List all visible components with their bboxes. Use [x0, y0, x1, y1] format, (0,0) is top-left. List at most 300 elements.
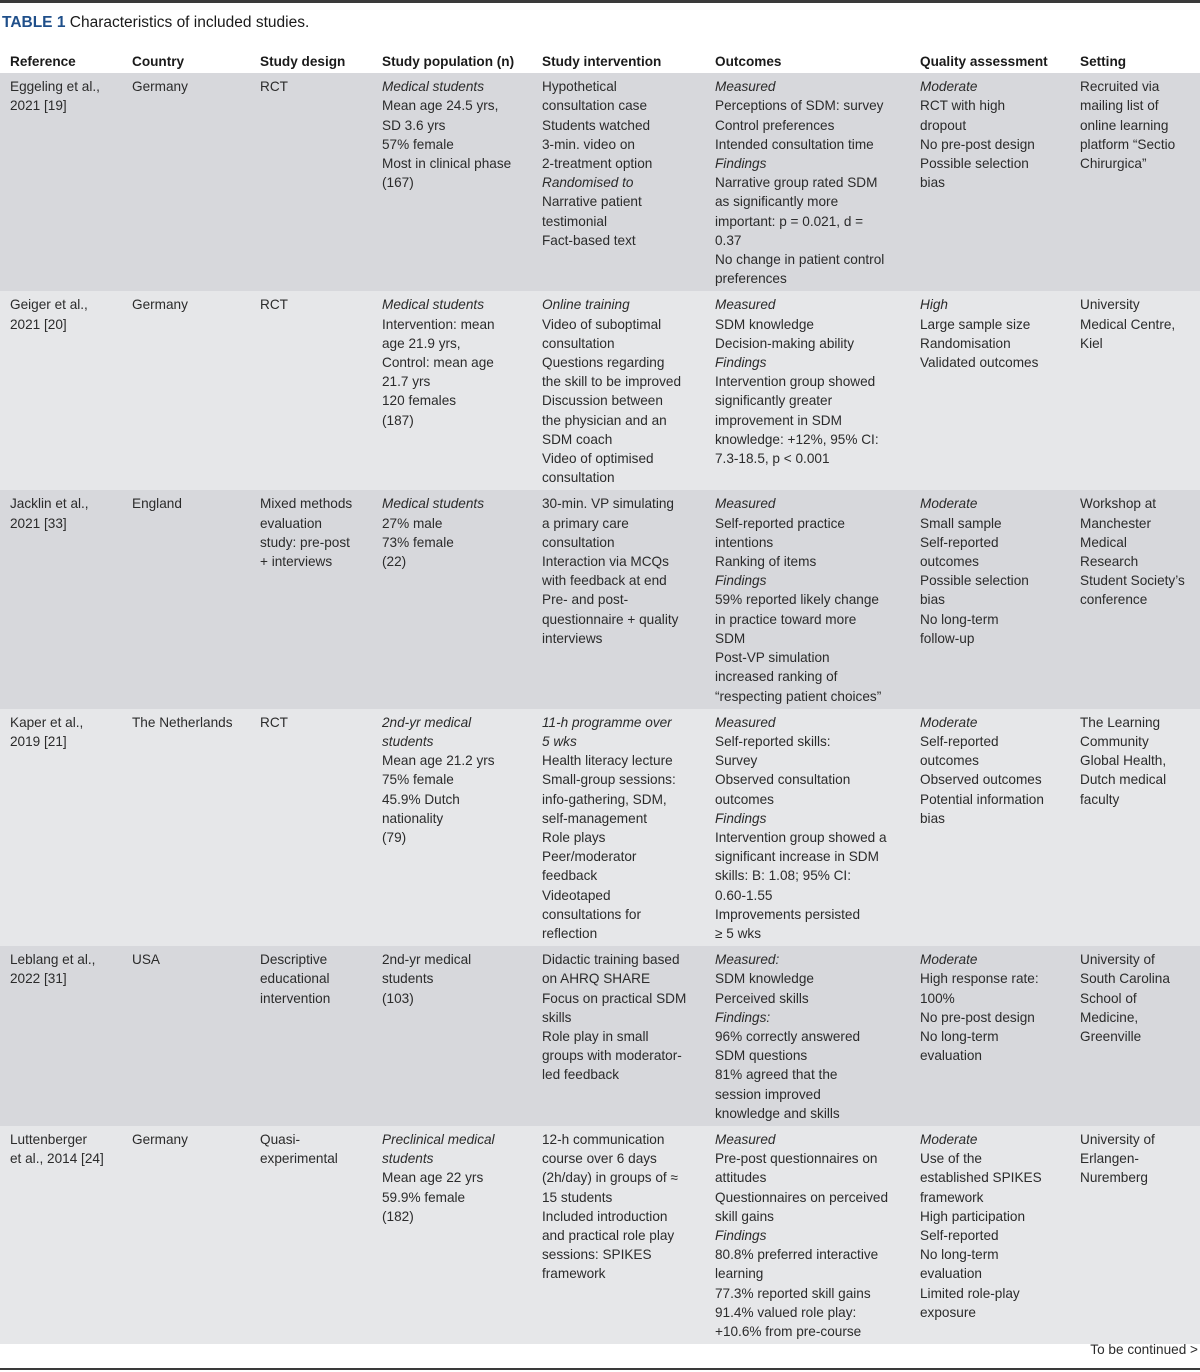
intervention-line: 2-treatment option — [542, 156, 653, 172]
outcomes-line: 96% correctly answered — [715, 1028, 861, 1044]
population-line: Medical students — [382, 79, 485, 95]
quality-line: No pre-post design — [920, 1009, 1035, 1025]
quality-line: High response rate: — [920, 971, 1039, 987]
quality-line: Observed outcomes — [920, 772, 1042, 788]
population-line: nationality — [382, 810, 444, 826]
population-line: SD 3.6 yrs — [382, 117, 446, 133]
setting-line: faculty — [1080, 791, 1120, 807]
outcomes-line: 81% agreed that the — [715, 1067, 838, 1083]
intervention-line: Videotaped — [542, 887, 611, 903]
intervention-line: Peer/moderator — [542, 849, 637, 865]
intervention-line: Focus on practical SDM — [542, 990, 687, 1006]
population-line: 73% female — [382, 534, 454, 550]
quality-line: established SPIKES — [920, 1170, 1042, 1186]
outcomes-line: knowledge: +12%, 95% CI: — [715, 431, 879, 447]
quality-line: evaluation — [920, 1266, 982, 1282]
outcomes-line: Measured — [715, 496, 776, 512]
cell-intervention — [532, 946, 705, 1126]
outcomes-line: as significantly more — [715, 194, 839, 210]
cell-reference — [0, 1126, 122, 1344]
reference-line: et al., 2014 [24] — [10, 1151, 104, 1167]
design-line: intervention — [260, 990, 331, 1006]
outcomes-line: significantly greater — [715, 393, 833, 409]
setting-line: Chirurgica” — [1080, 156, 1147, 172]
cell-population — [372, 1126, 532, 1344]
header-population: Study population (n) — [372, 48, 532, 73]
design-line: Mixed methods — [260, 496, 353, 512]
intervention-line: Hypothetical — [542, 79, 617, 95]
cell-setting — [1070, 291, 1200, 490]
design-line: study: pre-post — [260, 534, 350, 550]
header-row — [0, 48, 1200, 73]
reference-line: Leblang et al., — [10, 952, 96, 968]
outcomes-line: Self-reported skills: — [715, 733, 831, 749]
intervention-line: interviews — [542, 630, 603, 646]
intervention-line: Small-group sessions: — [542, 772, 676, 788]
quality-line: Self-reported — [920, 1227, 999, 1243]
outcomes-line: Narrative group rated SDM — [715, 175, 878, 191]
cell-design — [250, 490, 372, 708]
intervention-line: sessions: SPIKES — [542, 1247, 652, 1263]
setting-line: Recruited via — [1080, 79, 1160, 95]
quality-line: Randomisation — [920, 335, 1011, 351]
population-line: Intervention: mean — [382, 316, 495, 332]
country-line: Germany — [132, 1131, 188, 1147]
quality-line: Possible selection — [920, 573, 1029, 589]
quality-line: No long-term — [920, 1247, 999, 1263]
country-line: Germany — [132, 297, 188, 313]
intervention-line: Fact-based text — [542, 232, 636, 248]
population-line: 75% female — [382, 772, 454, 788]
outcomes-line: Intervention group showed a — [715, 829, 887, 845]
intervention-line: the physician and an — [542, 412, 667, 428]
outcomes-line: SDM questions — [715, 1048, 808, 1064]
header-country: Country — [122, 48, 250, 73]
quality-line: Validated outcomes — [920, 355, 1039, 371]
intervention-line: Questions regarding — [542, 355, 665, 371]
outcomes-line: Self-reported practice — [715, 515, 845, 531]
table-row — [0, 946, 1200, 1126]
reference-line: Luttenberger — [10, 1131, 88, 1147]
intervention-line: groups with moderator- — [542, 1048, 682, 1064]
setting-line: Medical — [1080, 534, 1127, 550]
intervention-line: on AHRQ SHARE — [542, 971, 651, 987]
country-line: Germany — [132, 79, 188, 95]
setting-line: University of — [1080, 952, 1155, 968]
table-row — [0, 291, 1200, 490]
intervention-line: Role plays — [542, 829, 606, 845]
cell-population — [372, 490, 532, 708]
outcomes-line: improvement in SDM — [715, 412, 842, 428]
quality-line: evaluation — [920, 1048, 982, 1064]
intervention-line: 12-h communication — [542, 1131, 665, 1147]
outcomes-line: Measured — [715, 297, 776, 313]
intervention-line: (2h/day) in groups of ≈ — [542, 1170, 678, 1186]
outcomes-line: 80.8% preferred interactive — [715, 1247, 879, 1263]
outcomes-line: preferences — [715, 271, 787, 287]
outcomes-line: ≥ 5 wks — [715, 925, 761, 941]
intervention-line: with feedback at end — [542, 573, 667, 589]
cell-population — [372, 709, 532, 946]
header-outcomes: Outcomes — [705, 48, 910, 73]
intervention-line: 3-min. video on — [542, 136, 635, 152]
outcomes-line: 7.3-18.5, p < 0.001 — [715, 451, 830, 467]
outcomes-line: Control preferences — [715, 117, 835, 133]
design-line: Quasi- — [260, 1131, 301, 1147]
population-line: students — [382, 971, 434, 987]
cell-intervention — [532, 73, 705, 291]
setting-line: South Carolina — [1080, 971, 1170, 987]
cell-quality — [910, 1126, 1070, 1344]
outcomes-line: Findings — [715, 573, 767, 589]
outcomes-line: outcomes — [715, 791, 774, 807]
population-line: age 21.9 yrs, — [382, 335, 461, 351]
population-line: 27% male — [382, 515, 443, 531]
cell-quality — [910, 946, 1070, 1126]
intervention-line: Video of optimised — [542, 451, 654, 467]
cell-setting — [1070, 73, 1200, 291]
outcomes-line: attitudes — [715, 1170, 767, 1186]
cell-setting — [1070, 709, 1200, 946]
population-line: Medical students — [382, 297, 485, 313]
outcomes-line: SDM knowledge — [715, 316, 814, 332]
quality-line: Moderate — [920, 952, 978, 968]
outcomes-line: Ranking of items — [715, 554, 817, 570]
outcomes-line: Findings: — [715, 1009, 771, 1025]
cell-reference — [0, 490, 122, 708]
cell-quality — [910, 73, 1070, 291]
population-line: students — [382, 1151, 434, 1167]
header-intervention: Study intervention — [532, 48, 705, 73]
outcomes-line: Intended consultation time — [715, 136, 874, 152]
table-body — [0, 73, 1200, 1344]
reference-line: Eggeling et al., — [10, 79, 100, 95]
outcomes-line: Findings — [715, 810, 767, 826]
cell-design — [250, 73, 372, 291]
reference-line: Geiger et al., — [10, 297, 88, 313]
quality-line: Use of the — [920, 1151, 982, 1167]
cell-outcomes — [705, 946, 910, 1126]
header-design: Study design — [250, 48, 372, 73]
quality-line: bias — [920, 175, 945, 191]
outcomes-line: Questionnaires on perceived — [715, 1189, 889, 1205]
outcomes-line: “respecting patient choices” — [715, 688, 882, 704]
quality-line: RCT with high — [920, 98, 1006, 114]
cell-population — [372, 946, 532, 1126]
quality-line: No long-term — [920, 1028, 999, 1044]
outcomes-line: Perceived skills — [715, 990, 809, 1006]
setting-line: Manchester — [1080, 515, 1152, 531]
population-line: Mean age 21.2 yrs — [382, 753, 495, 769]
intervention-line: 11-h programme over — [542, 714, 672, 730]
quality-line: Small sample — [920, 515, 1002, 531]
population-line: 2nd-yr medical — [382, 952, 472, 968]
setting-line: Erlangen- — [1080, 1151, 1139, 1167]
table-container — [0, 48, 1200, 1344]
outcomes-line: Decision-making ability — [715, 335, 855, 351]
intervention-line: consultation — [542, 470, 615, 486]
intervention-line: Role play in small — [542, 1028, 649, 1044]
outcomes-line: Measured — [715, 1131, 776, 1147]
intervention-line: Online training — [542, 297, 630, 313]
outcomes-line: No change in patient control — [715, 252, 885, 268]
studies-table — [0, 48, 1200, 1344]
quality-line: Moderate — [920, 714, 978, 730]
cell-setting — [1070, 1126, 1200, 1344]
outcomes-line: Post-VP simulation — [715, 650, 830, 666]
quality-line: 100% — [920, 990, 955, 1006]
setting-line: Student Society’s — [1080, 573, 1185, 589]
intervention-line: SDM coach — [542, 431, 613, 447]
country-line: USA — [132, 952, 160, 968]
outcomes-line: important: p = 0.021, d = — [715, 213, 864, 229]
outcomes-line: Findings — [715, 355, 767, 371]
outcomes-line: session improved — [715, 1086, 821, 1102]
cell-reference — [0, 709, 122, 946]
population-line: (22) — [382, 554, 407, 570]
table-label: TABLE 1 — [2, 14, 66, 31]
reference-line: 2021 [33] — [10, 515, 67, 531]
quality-line: Moderate — [920, 496, 978, 512]
outcomes-line: Observed consultation — [715, 772, 851, 788]
caption-text: Characteristics of included studies. — [65, 14, 310, 31]
header-setting: Setting — [1070, 48, 1200, 73]
setting-line: Global Health, — [1080, 753, 1167, 769]
country-line: England — [132, 496, 182, 512]
outcomes-line: 77.3% reported skill gains — [715, 1285, 871, 1301]
quality-line: Moderate — [920, 1131, 978, 1147]
intervention-line: Video of suboptimal — [542, 316, 662, 332]
quality-line: No pre-post design — [920, 136, 1035, 152]
cell-outcomes — [705, 490, 910, 708]
intervention-line: Students watched — [542, 117, 651, 133]
header-reference: Reference — [0, 48, 122, 73]
outcomes-line: Measured — [715, 79, 776, 95]
population-line: 21.7 yrs — [382, 374, 431, 390]
outcomes-line: Findings — [715, 156, 767, 172]
intervention-line: questionnaire + quality — [542, 611, 679, 627]
intervention-line: consultation — [542, 335, 615, 351]
country-line: The Netherlands — [132, 714, 233, 730]
intervention-line: course over 6 days — [542, 1151, 657, 1167]
header-quality: Quality assessment — [910, 48, 1070, 73]
cell-quality — [910, 709, 1070, 946]
continued-note: To be continued > — [1090, 1342, 1198, 1357]
cell-country — [122, 946, 250, 1126]
population-line: 57% female — [382, 136, 454, 152]
cell-population — [372, 73, 532, 291]
intervention-line: reflection — [542, 925, 598, 941]
setting-line: University — [1080, 297, 1140, 313]
cell-outcomes — [705, 73, 910, 291]
quality-line: exposure — [920, 1304, 976, 1320]
outcomes-line: SDM — [715, 630, 746, 646]
quality-line: Possible selection — [920, 156, 1029, 172]
cell-design — [250, 291, 372, 490]
bottom-rule — [0, 1368, 1200, 1370]
top-rule — [0, 0, 1200, 3]
quality-line: outcomes — [920, 753, 979, 769]
outcomes-line: Findings — [715, 1227, 767, 1243]
outcomes-line: +10.6% from pre-course — [715, 1324, 862, 1339]
population-line: Mean age 24.5 yrs, — [382, 98, 499, 114]
cell-country — [122, 73, 250, 291]
intervention-line: Narrative patient — [542, 194, 642, 210]
population-line: (167) — [382, 175, 414, 191]
outcomes-line: 0.60-1.55 — [715, 887, 773, 903]
population-line: Preclinical medical — [382, 1131, 495, 1147]
setting-line: Greenville — [1080, 1028, 1142, 1044]
intervention-line: 5 wks — [542, 733, 577, 749]
design-line: RCT — [260, 79, 288, 95]
cell-quality — [910, 291, 1070, 490]
population-line: (103) — [382, 990, 414, 1006]
intervention-line: a primary care — [542, 515, 629, 531]
table-caption — [2, 14, 309, 32]
population-line: (182) — [382, 1208, 414, 1224]
cell-outcomes — [705, 709, 910, 946]
setting-line: Nuremberg — [1080, 1170, 1148, 1186]
reference-line: 2021 [20] — [10, 316, 67, 332]
population-line: 120 females — [382, 393, 457, 409]
cell-country — [122, 709, 250, 946]
intervention-line: and practical role play — [542, 1227, 675, 1243]
outcomes-line: Measured: — [715, 952, 780, 968]
setting-line: The Learning — [1080, 714, 1161, 730]
cell-outcomes — [705, 291, 910, 490]
outcomes-line: 91.4% valued role play: — [715, 1304, 857, 1320]
cell-country — [122, 1126, 250, 1344]
population-line: Most in clinical phase — [382, 156, 512, 172]
intervention-line: self-management — [542, 810, 648, 826]
cell-intervention — [532, 291, 705, 490]
setting-line: University of — [1080, 1131, 1155, 1147]
setting-line: mailing list of — [1080, 98, 1159, 114]
outcomes-line: increased ranking of — [715, 669, 838, 685]
quality-line: follow-up — [920, 630, 975, 646]
quality-line: High participation — [920, 1208, 1026, 1224]
cell-design — [250, 1126, 372, 1344]
cell-design — [250, 946, 372, 1126]
quality-line: outcomes — [920, 554, 979, 570]
quality-line: No long-term — [920, 611, 999, 627]
cell-design — [250, 709, 372, 946]
intervention-line: the skill to be improved — [542, 374, 682, 390]
quality-line: dropout — [920, 117, 967, 133]
outcomes-line: skills: B: 1.08; 95% CI: — [715, 868, 851, 884]
table-row — [0, 1126, 1200, 1344]
setting-line: Dutch medical — [1080, 772, 1167, 788]
intervention-line: Interaction via MCQs — [542, 554, 669, 570]
population-line: Medical students — [382, 496, 485, 512]
cell-setting — [1070, 490, 1200, 708]
population-line: students — [382, 733, 434, 749]
population-line: (79) — [382, 829, 407, 845]
design-line: Descriptive — [260, 952, 328, 968]
table-row — [0, 73, 1200, 291]
population-line: 59.9% female — [382, 1189, 466, 1205]
reference-line: 2021 [19] — [10, 98, 67, 114]
cell-population — [372, 291, 532, 490]
population-line: 45.9% Dutch — [382, 791, 460, 807]
intervention-line: Pre- and post- — [542, 592, 629, 608]
design-line: evaluation — [260, 515, 322, 531]
cell-reference — [0, 291, 122, 490]
quality-line: Self-reported — [920, 534, 999, 550]
outcomes-line: Pre-post questionnaires on — [715, 1151, 878, 1167]
quality-line: bias — [920, 592, 945, 608]
outcomes-line: intentions — [715, 534, 774, 550]
quality-line: Limited role-play — [920, 1285, 1020, 1301]
quality-line: framework — [920, 1189, 984, 1205]
setting-line: School of — [1080, 990, 1137, 1006]
quality-line: Potential information — [920, 791, 1044, 807]
quality-line: High — [920, 297, 948, 313]
quality-line: Self-reported — [920, 733, 999, 749]
outcomes-line: significant increase in SDM — [715, 849, 879, 865]
intervention-line: feedback — [542, 868, 598, 884]
intervention-line: led feedback — [542, 1067, 620, 1083]
outcomes-line: in practice toward more — [715, 611, 857, 627]
intervention-line: consultation case — [542, 98, 648, 114]
design-line: + interviews — [260, 554, 333, 570]
intervention-line: info-gathering, SDM, — [542, 791, 667, 807]
intervention-line: framework — [542, 1266, 606, 1282]
cell-reference — [0, 946, 122, 1126]
intervention-line: testimonial — [542, 213, 607, 229]
table-row — [0, 490, 1200, 708]
cell-intervention — [532, 709, 705, 946]
quality-line: Moderate — [920, 79, 978, 95]
cell-reference — [0, 73, 122, 291]
intervention-line: Included introduction — [542, 1208, 668, 1224]
cell-quality — [910, 490, 1070, 708]
reference-line: Jacklin et al., — [10, 496, 89, 512]
quality-line: bias — [920, 810, 945, 826]
cell-country — [122, 490, 250, 708]
population-line: 2nd-yr medical — [382, 714, 472, 730]
outcomes-line: Measured — [715, 714, 776, 730]
cell-intervention — [532, 1126, 705, 1344]
population-line: Mean age 22 yrs — [382, 1170, 484, 1186]
setting-line: conference — [1080, 592, 1148, 608]
intervention-line: skills — [542, 1009, 572, 1025]
outcomes-line: 59% reported likely change — [715, 592, 879, 608]
setting-line: Medical Centre, — [1080, 316, 1176, 332]
intervention-line: Didactic training based — [542, 952, 680, 968]
outcomes-line: 0.37 — [715, 232, 742, 248]
quality-line: Large sample size — [920, 316, 1031, 332]
design-line: RCT — [260, 714, 288, 730]
outcomes-line: Improvements persisted — [715, 906, 861, 922]
reference-line: Kaper et al., — [10, 714, 84, 730]
intervention-line: consultation — [542, 534, 615, 550]
design-line: experimental — [260, 1151, 338, 1167]
setting-line: Medicine, — [1080, 1009, 1139, 1025]
intervention-line: 15 students — [542, 1189, 613, 1205]
setting-line: Research — [1080, 554, 1139, 570]
intervention-line: consultations for — [542, 906, 641, 922]
table-row — [0, 709, 1200, 946]
setting-line: online learning — [1080, 117, 1169, 133]
population-line: (187) — [382, 412, 414, 428]
outcomes-line: SDM knowledge — [715, 971, 814, 987]
cell-setting — [1070, 946, 1200, 1126]
reference-line: 2019 [21] — [10, 733, 67, 749]
intervention-line: Health literacy lecture — [542, 753, 673, 769]
intervention-line: Discussion between — [542, 393, 663, 409]
outcomes-line: skill gains — [715, 1208, 774, 1224]
